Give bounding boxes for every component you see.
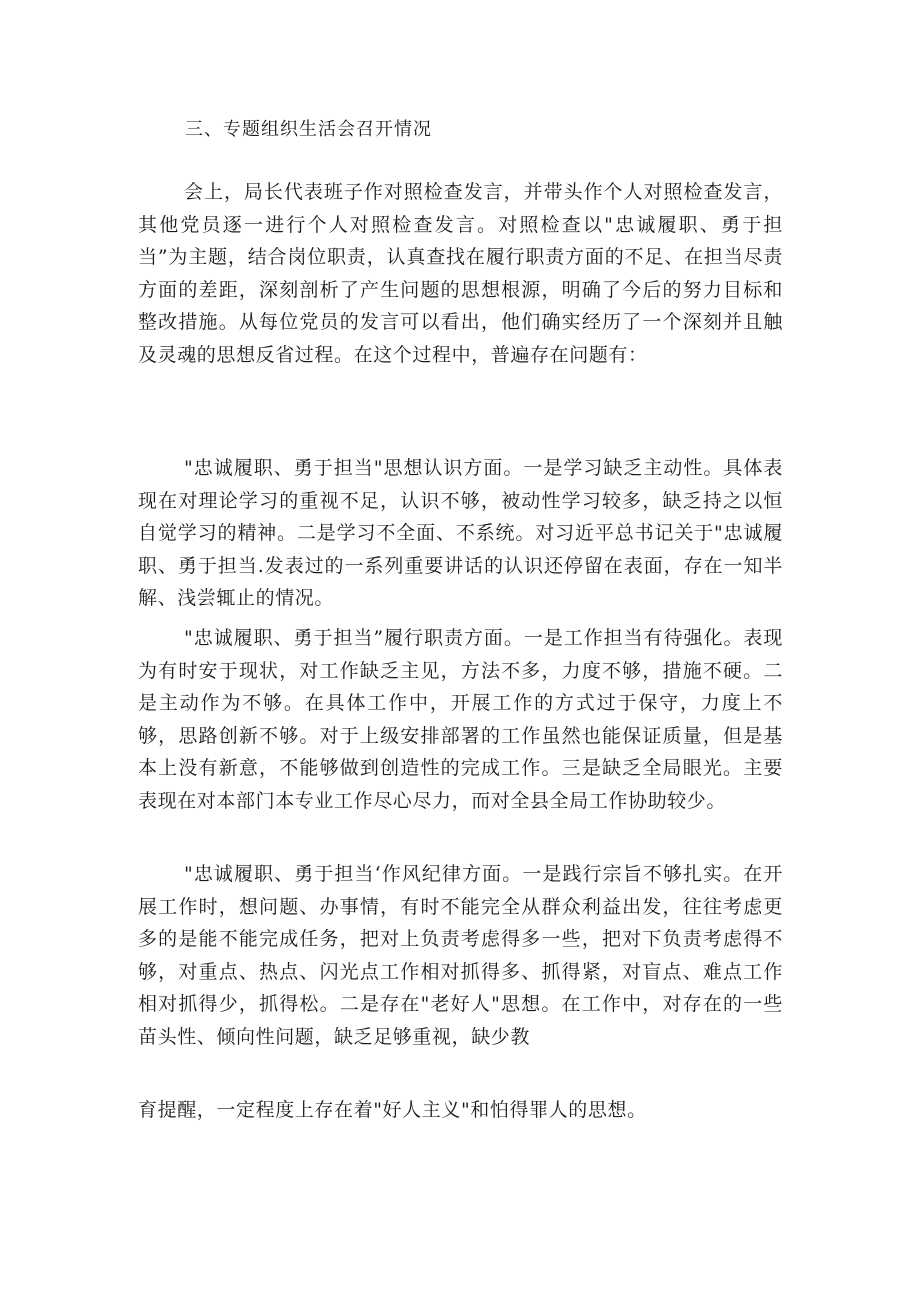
paragraph-meeting-summary: 会上，局长代表班子作对照检查发言，并带头作个人对照检查发言，其他党员逐一进行个人对照检查发言。对照检查以"忠诚履职、勇于担当”为主题，结合岗位职责，认真查找在履行职责方面的不足、在担当尽责方面的差距，深刻剖析了产生问题的思想根源，明确了今后的努力目标和整改措施。从每位党员的发言可以看出，他们确实经历了一个深刻并且触及灵魂的思想反省过程。在这个过程中，普遍存在问题有：: [138, 181, 783, 366]
section-heading: 三、专题组织生活会召开情况: [185, 119, 432, 140]
paragraph-duty-performance: "忠诚履职、勇于担当”履行职责方面。一是工作担当有待强化。表现为有时安于现状，对工作缺乏主见，方法不多，力度不够，措施不硬。二是主动作为不够。在具体工作中，开展工作的方式过于保守，力度上不够，思路创新不够。对于上级安排部署的工作虽然也能保证质量，但是基本上没有新意，不能够做到创造性的完成工作。三是缺乏全局眼光。主要表现在对本部门本专业工作尽心尽力，而对全县全局工作协助较少。: [138, 627, 783, 812]
paragraph-work-style-discipline: "忠诚履职、勇于担当‘作风纪律方面。一是践行宗旨不够扎实。在开展工作时，想问题、办事情，有时不能完全从群众利益出发，往往考虑更多的是能不能完成任务，把对上负责考虑得多一些，把对下负责考虑得不够，对重点、热点、闪光点工作相对抓得多、抓得紧，对盲点、难点工作相对抓得少，抓得松。二是存在"老好人"思想。在工作中，对存在的一些苗头性、倾向性问题，缺乏足够重视，缺少教: [138, 863, 783, 1048]
paragraph-ideological-understanding: "忠诚履职、勇于担当"思想认识方面。一是学习缺乏主动性。具体表现在对理论学习的重视不足，认识不够，被动性学习较多，缺乏持之以恒自觉学习的精神。二是学习不全面、不系统。对习近平总书记关于"忠诚履职、勇于担当.发表过的一系列重要讲话的认识还停留在表面，存在一知半解、浅尝辄止的情况。: [138, 457, 783, 609]
paragraph-continuation: 育提醒，一定程度上存在着"好人主义"和怕得罪人的思想。: [138, 1099, 647, 1121]
